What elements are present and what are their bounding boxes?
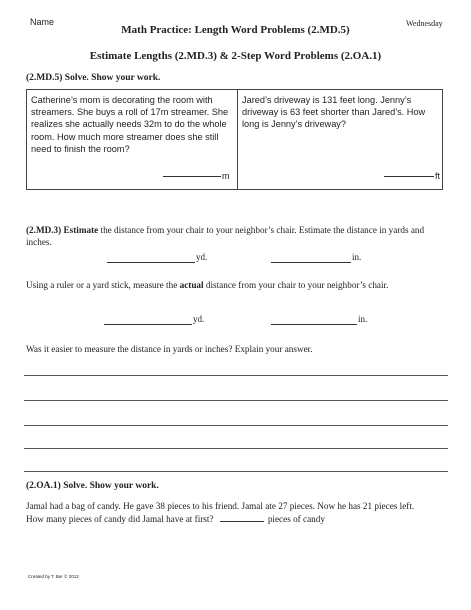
writing-line-5[interactable] xyxy=(24,471,448,472)
candy-problem: Jamal had a bag of candy. He gave 38 pieces to his friend. Jamal ate 27 pieces. Now he has 21 pieces left. How many pieces of candy did Jamal have at first? xyxy=(26,501,415,524)
measure-instruction xyxy=(26,279,446,291)
section-1-code: (2.MD.5) xyxy=(26,73,63,83)
problem-right-text: Jared’s driveway is 131 feet long. Jenny’s driveway is 63 feet shorter than Jared’s. How long is Jenny’s driveway? xyxy=(242,95,426,130)
problem-left-text: Catherine’s mom is decorating the room with streamers. She buys a roll of 17m streamer. She realizes she actually needs 32m to do the whole room. How much more streamer does she still need to finish the room? xyxy=(31,95,229,154)
section-1-instruction: Solve. Show your work. xyxy=(64,73,161,83)
estimate-instruction-text: the distance from your chair to your neighbor’s chair. Estimate the distance in yards and inches. xyxy=(26,225,425,247)
unit-left: m xyxy=(222,171,230,181)
candy-problem-text xyxy=(26,500,418,525)
estimate-bold-word: Estimate xyxy=(63,225,99,235)
estimate-inches-unit: in. xyxy=(352,252,362,262)
candy-answer-blank[interactable] xyxy=(220,512,264,522)
answer-blank-right[interactable] xyxy=(384,176,434,177)
writing-line-3[interactable] xyxy=(24,425,448,426)
worksheet-subtitle: Estimate Lengths (2.MD.3) & 2-Step Word Problems (2.OA.1) xyxy=(89,50,382,62)
explain-question: Was it easier to measure the distance in yards or inches? Explain your answer. xyxy=(26,344,313,354)
measure-bold-word: actual xyxy=(179,280,204,290)
actual-yards-blank[interactable] xyxy=(104,324,192,325)
section-3-instruction: Solve. Show your work. xyxy=(63,481,159,491)
section-3-heading xyxy=(26,481,159,491)
writing-line-4[interactable] xyxy=(24,448,448,449)
measure-text-pre: Using a ruler or a yard stick, measure the xyxy=(26,280,178,290)
measure-text-post: distance from your chair to your neighbor’s chair. xyxy=(205,280,389,290)
answer-blank-left[interactable] xyxy=(163,176,221,177)
actual-inches-unit: in. xyxy=(358,314,368,324)
actual-yards-unit: yd. xyxy=(193,314,205,324)
worksheet-title: Math Practice: Length Word Problems (2.MD.5) xyxy=(121,24,350,36)
section-3-code: (2.OA.1) xyxy=(26,481,61,491)
writing-line-2[interactable] xyxy=(24,400,448,401)
section-1-heading xyxy=(26,73,160,83)
problem-box-divider xyxy=(237,90,238,189)
estimate-inches-blank[interactable] xyxy=(271,262,351,263)
estimate-yards-blank[interactable] xyxy=(107,262,195,263)
estimate-instruction xyxy=(26,224,446,248)
problem-box xyxy=(26,89,443,190)
day-label: Wednesday xyxy=(406,19,443,28)
name-label: Name xyxy=(30,17,55,27)
section-2-code: (2.MD.3) xyxy=(26,225,62,235)
candy-answer-suffix: pieces of candy xyxy=(267,514,325,524)
unit-right: ft xyxy=(435,171,441,181)
credit-text: Created by T. Ber © 2012 xyxy=(28,574,79,579)
actual-inches-blank[interactable] xyxy=(271,324,357,325)
estimate-yards-unit: yd. xyxy=(196,252,208,262)
writing-line-1[interactable] xyxy=(24,375,448,376)
